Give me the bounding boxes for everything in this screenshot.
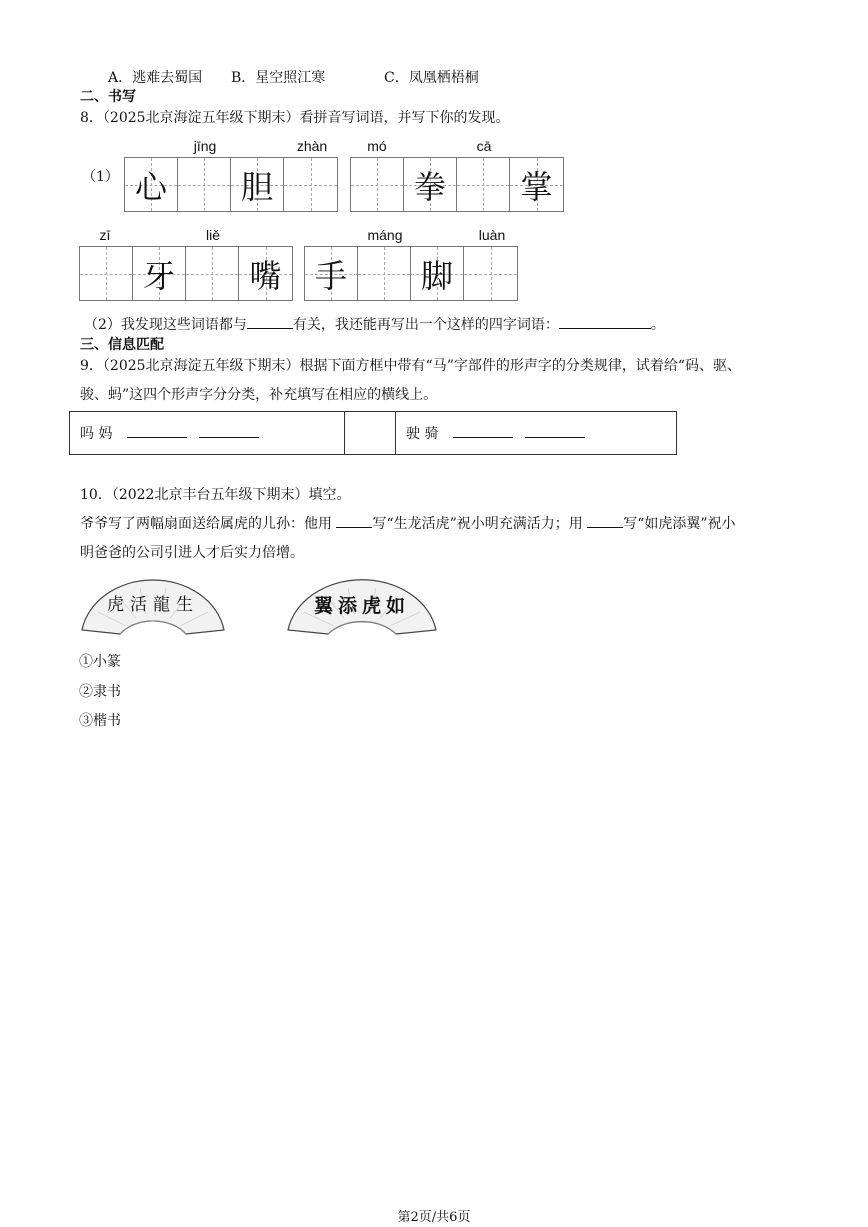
cell1-words: 吗 妈 (80, 426, 113, 442)
q10-line1-pre: 爷爷写了两幅扇面送给属虎的儿孙：他用 (80, 516, 332, 532)
grid-cell[interactable] (284, 158, 337, 211)
option-c: C．凤凰栖梧桐 (384, 70, 479, 86)
grid-cell[interactable] (358, 247, 411, 300)
answer-blank[interactable] (587, 513, 623, 528)
grid-char: 拳 (413, 167, 446, 206)
classification-table (69, 411, 677, 455)
answer-blank[interactable] (559, 314, 651, 329)
grid-char: 心 (134, 167, 167, 206)
pinyin-luan: luàn (478, 227, 506, 243)
writing-grid-2[interactable] (350, 157, 564, 212)
q10-option-1: ①小篆 (79, 654, 121, 670)
grid-cell[interactable] (457, 158, 510, 211)
grid-char (80, 247, 132, 300)
grid-cell[interactable] (133, 247, 186, 300)
answer-blank[interactable] (199, 423, 259, 438)
pinyin-lie: liě (205, 227, 220, 243)
grid-cell[interactable] (464, 247, 517, 300)
table-cell-3 (396, 412, 677, 455)
grid-cell[interactable] (125, 158, 178, 211)
grid-cell[interactable] (404, 158, 457, 211)
grid-char: 嘴 (249, 256, 282, 295)
grid-cell[interactable] (351, 158, 404, 211)
grid-char (457, 158, 509, 211)
grid-cell[interactable] (231, 158, 284, 211)
grid-char: 胆 (240, 167, 273, 206)
writing-grid-4[interactable] (304, 246, 518, 301)
answer-blank[interactable] (127, 423, 187, 438)
section-title-writing: 二、书写 (80, 89, 136, 105)
q10-line2: 明爸爸的公司引进人才后实力倍增。 (80, 545, 304, 561)
grid-char: 手 (314, 256, 347, 295)
fan-image-2 (284, 570, 440, 640)
grid-char (351, 158, 403, 211)
table-cell-1 (70, 412, 345, 455)
answer-blank[interactable] (247, 314, 293, 329)
pinyin-mo: mó (367, 138, 387, 154)
q10-option-3: ③楷书 (79, 713, 121, 729)
grid-cell[interactable] (305, 247, 358, 300)
page-footer: 第2页/共6页 (397, 1210, 471, 1225)
option-b: B．星空照江寒 (231, 70, 326, 86)
q8-stem: 8．（2025北京海淀五年级下期末）看拼音写词语，并写下你的发现。 (80, 110, 510, 126)
q8-part2-mid: 有关，我还能再写出一个这样的四字词语： (292, 317, 559, 333)
cell3-words: 驶 骑 (406, 426, 439, 442)
grid-cell[interactable] (411, 247, 464, 300)
pinyin-zi: zī (99, 227, 111, 243)
answer-blank[interactable] (336, 513, 372, 528)
fan-image-1 (78, 570, 228, 640)
grid-cell[interactable] (239, 247, 292, 300)
q8-part2 (84, 314, 665, 334)
grid-char: 掌 (520, 167, 553, 206)
table-cell-2 (345, 412, 396, 455)
q9-stem-line1: 9．（2025北京海淀五年级下期末）根据下面方框中带有“马”字部件的形声字的分类规律，试着给“码、驱、 (80, 358, 742, 374)
grid-char (284, 158, 337, 211)
q8-part2-pre: （2）我发现这些词语都与 (84, 317, 247, 333)
grid-char: 脚 (420, 256, 453, 295)
q8-part1-label: （1） (82, 169, 119, 185)
q10-line1-end: 写“如虎添翼”祝小 (623, 516, 736, 532)
grid-char (358, 247, 410, 300)
grid-char (464, 247, 517, 300)
answer-blank[interactable] (453, 423, 513, 438)
section-title-matching: 三、信息匹配 (80, 337, 164, 353)
q9-stem-line2: 骏、蚂”这四个形声字分分类，补充填写在相应的横线上。 (80, 387, 438, 403)
q10-stem: 10．（2022北京丰台五年级下期末）填空。 (80, 487, 351, 503)
grid-cell[interactable] (178, 158, 231, 211)
q10-line1 (80, 513, 736, 533)
q8-part2-end: 。 (650, 317, 665, 333)
grid-char: 牙 (142, 256, 175, 295)
q10-option-2: ②隶书 (79, 684, 121, 700)
grid-char (186, 247, 238, 300)
grid-cell[interactable] (186, 247, 239, 300)
writing-grid-3[interactable] (79, 246, 293, 301)
grid-cell[interactable] (510, 158, 563, 211)
pinyin-zhan: zhàn (296, 138, 328, 154)
grid-cell[interactable] (80, 247, 133, 300)
writing-grid-1[interactable] (124, 157, 338, 212)
fan2-text: 翼添虎如 (313, 595, 411, 617)
pinyin-mang: máng (367, 227, 403, 243)
option-a: A．逃难去蜀国 (108, 70, 203, 86)
answer-blank[interactable] (525, 423, 585, 438)
fan1-text: 虎活龍生 (107, 595, 199, 615)
pinyin-jing: jīng (193, 138, 217, 154)
q10-line1-mid: 写“生龙活虎”祝小明充满活力；用 (372, 516, 583, 532)
pinyin-ca: cā (476, 138, 492, 154)
grid-char (178, 158, 230, 211)
